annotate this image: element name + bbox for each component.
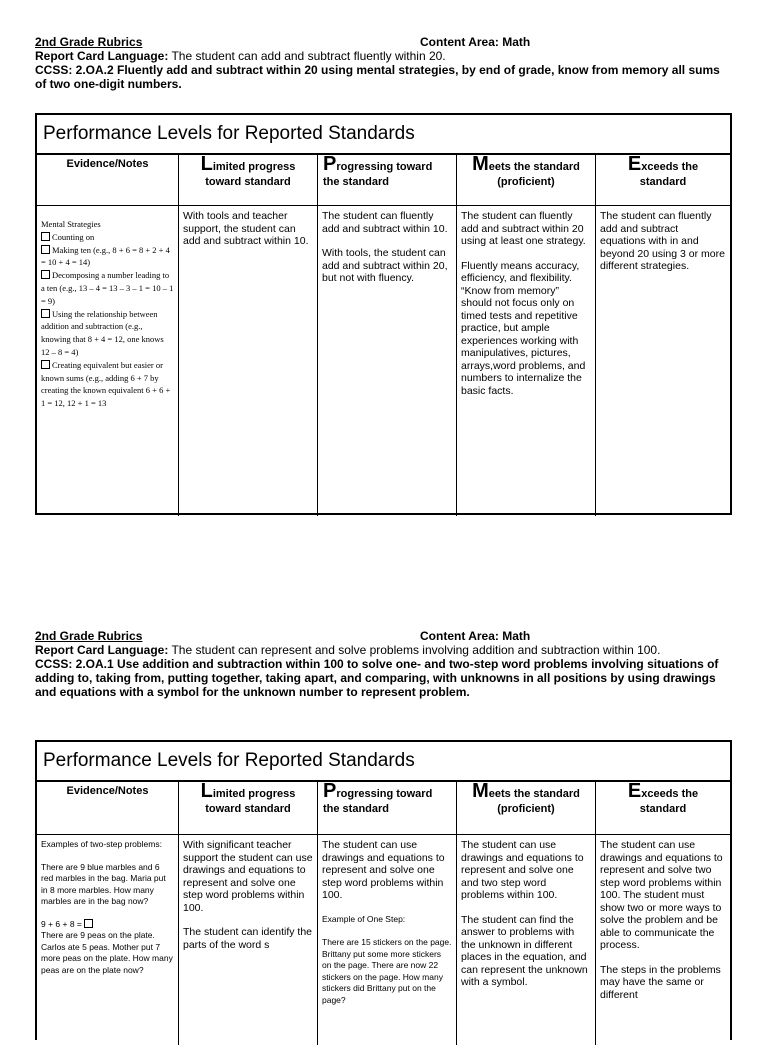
section1-header [35, 35, 733, 91]
header-evidence: Evidence/Notes [37, 782, 179, 834]
meets-cell: The student can use drawings and equations to represent and solve one and two step word problems within 100. The student can find the answer to problems with the unknown in different places in the equation, and can represent the unknown with a symbol. [457, 835, 596, 1045]
list-item: Making ten (e.g., 8 + 6 = 8 + 2 + 4 = 10 + 4 = 14) [41, 244, 170, 268]
table-title: Performance Levels for Reported Standards [37, 115, 730, 155]
list-item: Decomposing a number leading to a ten (e.g., 13 – 4 = 13 – 3 – 1 = 10 – 1 = 9) [41, 270, 174, 306]
list-item: Using the relationship between addition and subtraction (e.g., knowing that 8 + 4 = 12, one knows 12 – 8 = 4) [41, 308, 164, 357]
progressing-cell: The student can use drawings and equations to represent and solve one step word problems within 100. Example of One Step: There are 15 stickers on the page. Brittany put some more stickers on the page. There are now 22 stickers on the page. How many stickers did Brittany put on the page? [318, 835, 457, 1045]
header-progressing: Progressing toward the standard [318, 782, 457, 834]
header-exceeds: Exceeds the standard [627, 782, 699, 815]
performance-table-2 [35, 740, 732, 1040]
grade-title: 2nd Grade Rubrics [35, 629, 143, 643]
checkbox-icon [41, 232, 50, 241]
limited-cell: With significant teacher support the student can use drawings and equations to represent and solve one step word problems within 100. The student can identify the parts of the word s [179, 835, 318, 1045]
exceeds-cell: The student can use drawings and equations to represent and solve two step word problems within 100. The student must show two or more ways to solve the problem and be able to communicate the process. The steps in the problems may have the same or different [600, 839, 723, 1001]
performance-table-1 [35, 113, 732, 515]
limited-cell: With tools and teacher support, the student can add and subtract within 10. [179, 206, 318, 516]
unknown-box-icon [84, 919, 93, 928]
checkbox-icon [41, 360, 50, 369]
content-area: Content Area: Math [420, 629, 531, 643]
evidence-cell: Examples of two-step problems: There are 9 blue marbles and 6 red marbles in the bag. Maria put in 8 more marbles. How many marbles are in the bag now? 9 + 6 + 8 = There are 9 peas on the plate. Carlos ate 5 peas. Mother put 7 more peas on the plate. How many peas are on the plate now? [37, 835, 179, 1045]
header-meets: Meets the standard (proficient) [457, 155, 596, 205]
progressing-cell: The student can fluently add and subtract within 10. With tools, the student can add and subtract within 20, but not with fluency. [318, 206, 457, 516]
table-header-row [37, 782, 730, 835]
ccss-standard: CCSS: 2.OA.2 Fluently add and subtract within 20 using mental strategies, by end of grade, know from memory all sums of two one-digit numbers. [35, 63, 720, 91]
content-area: Content Area: Math [420, 35, 531, 49]
list-item: Counting on [41, 231, 174, 244]
table-title: Performance Levels for Reported Standards [37, 742, 730, 782]
checkbox-icon [41, 270, 50, 279]
section2-header [35, 629, 733, 699]
table-body-row [37, 835, 730, 1045]
header-limited: Limited progress toward standard [179, 782, 318, 834]
evidence-cell [37, 206, 179, 516]
table-body-row [37, 206, 730, 516]
report-card-language: Report Card Language: The student can represent and solve problems involving addition and subtraction within 100. [35, 643, 661, 657]
exceeds-cell: The student can fluently add and subtract equations with in and beyond 20 using 3 or more different strategies. [600, 210, 725, 272]
header-evidence: Evidence/Notes [37, 155, 179, 205]
report-card-language: Report Card Language: The student can add and subtract fluently within 20. [35, 49, 446, 63]
table-header-row [37, 155, 730, 206]
header-exceeds: Exceeds the standard [627, 155, 699, 188]
ccss-standard: CCSS: 2.OA.1 Use addition and subtraction within 100 to solve one- and two-step word problems involving situations of adding to, taking from, putting together, taking apart, and comparing, with unknowns in all positions by using drawings and equations with a symbol for the unknown number to represent problem. [35, 657, 719, 699]
list-item: Creating equivalent but easier or known sums (e.g., adding 6 + 7 by creating the known equivalent 6 + 6 + 1 = 12, 12 + 1 = 13 [41, 359, 171, 409]
header-limited: Limited progress toward standard [179, 155, 318, 205]
header-meets: Meets the standard (proficient) [457, 782, 596, 834]
meets-cell: The student can fluently add and subtract within 20 using at least one strategy. Fluently means accuracy, efficiency, and flexibility. “Know from memory” should not focus only on timed tests and repetitive practice, but ample experiences working with manipulatives, pictures, arrays,word problems, and numbers to internalize the basic facts. [457, 206, 596, 516]
evidence-heading: Mental Strategies [41, 219, 101, 229]
checkbox-icon [41, 309, 50, 318]
checkbox-icon [41, 245, 50, 254]
header-progressing: Progressing toward the standard [318, 155, 457, 205]
grade-title: 2nd Grade Rubrics [35, 35, 143, 49]
